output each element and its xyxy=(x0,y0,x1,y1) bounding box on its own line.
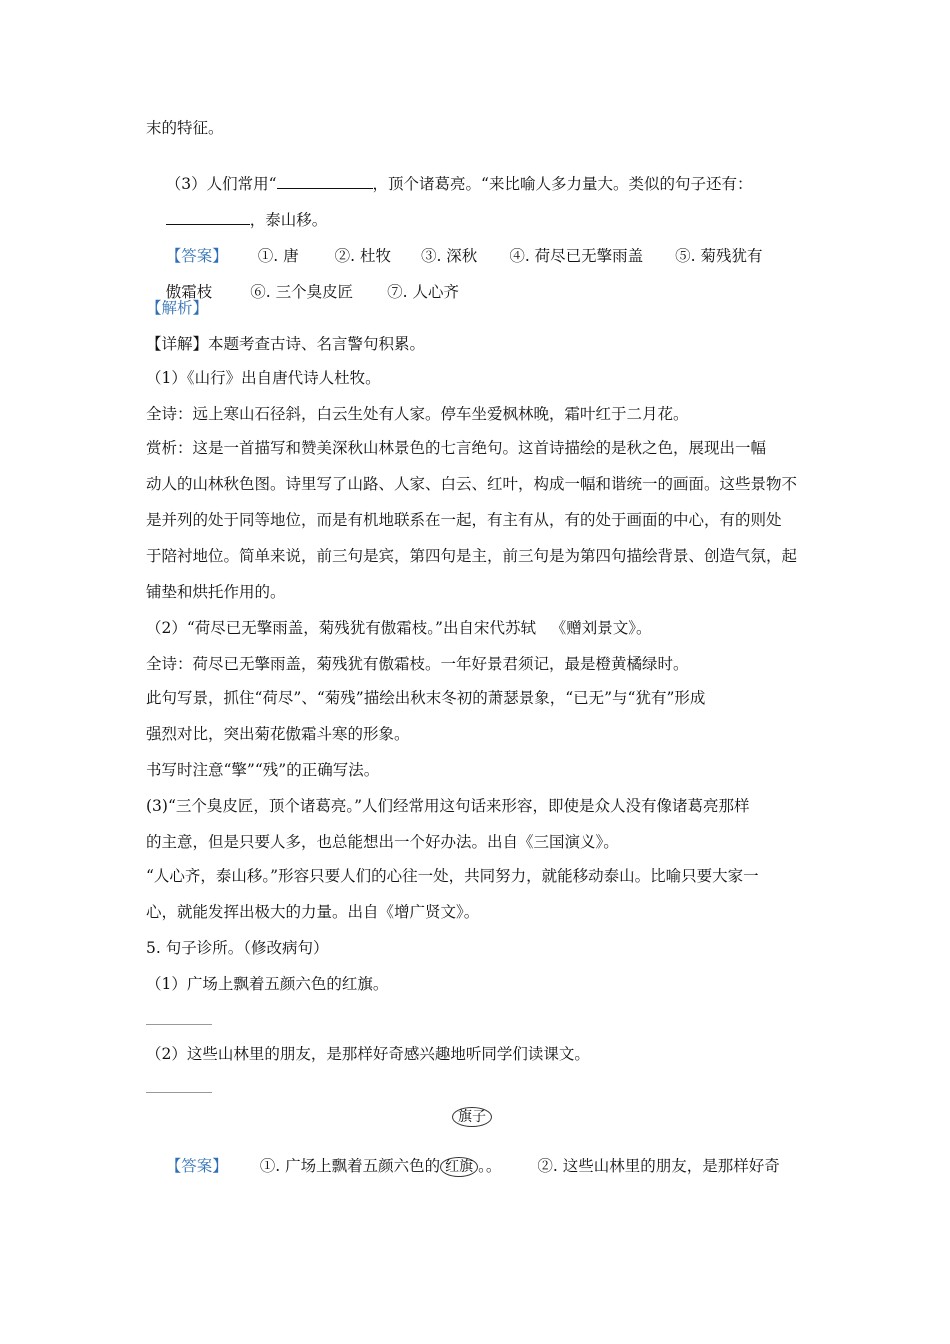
answer-item: ⑥. 三个臭皮匠 xyxy=(250,283,354,301)
answer-item: ⑦. 人心齐 xyxy=(387,283,459,301)
text-line: 赏析：这是一首描写和赞美深秋山林景色的七言绝句。这首诗描绘的是秋之色，展现出一幅 xyxy=(146,439,767,457)
fill-blank-1[interactable] xyxy=(277,174,373,189)
detail-line: 【详解】本题考查古诗、名言警句积累。 xyxy=(146,335,426,353)
question-5-1: （1）广场上飘着五颜六色的红旗。 xyxy=(146,975,389,993)
text-line: 强烈对比，突出菊花傲霜斗寒的形象。 xyxy=(146,725,410,743)
answer-tag: 【答案】 xyxy=(165,1157,228,1175)
text-line: 铺垫和烘托作用的。 xyxy=(146,583,286,601)
text-line: 是并列的处于同等地位，而是有机地联系在一起，有主有从，有的处于画面的中心，有的则处 xyxy=(146,511,782,529)
text-line: （2）“荷尽已无擎雨盖，菊残犹有傲霜枝。”出自宋代苏轼 《赠刘景文》。 xyxy=(146,619,652,637)
text-line: 此句写景，抓住“荷尽”、“菊残”描绘出秋末冬初的萧瑟景象，“已无”与“犹有”形成 xyxy=(146,689,706,707)
text-line: 动人的山林秋色图。诗里写了山路、人家、白云、红叶，构成一幅和谐统一的画面。这些景物不 xyxy=(146,475,798,493)
answer-item: ④. 荷尽已无擎雨盖 xyxy=(509,247,644,265)
correction-mark-top: 旗子 xyxy=(452,1107,492,1127)
answer-item: ③. 深秋 xyxy=(420,247,478,265)
answer-item: ①. 广场上飘着五颜六色的 xyxy=(259,1157,441,1175)
answer-punct: 。。 xyxy=(478,1157,502,1175)
question-3-line-2-text: ，泰山移。 xyxy=(249,211,328,229)
answer-line-3 xyxy=(146,1136,780,1197)
question-5-title: 5. 句子诊所。（修改病句） xyxy=(146,939,329,957)
question-3-suffix: ，顶个诸葛亮。“来比喻人多力量大。类似的句子还有： xyxy=(372,175,753,193)
answer-blank-line-2[interactable] xyxy=(146,1092,212,1093)
analysis-tag: 【解析】 xyxy=(146,299,209,317)
text-line: “人心齐，泰山移。”形容只要人们的心往一处，共同努力，就能移动泰山。比喻只要大家一 xyxy=(146,867,759,885)
question-5-2: （2）这些山林里的朋友，是那样好奇感兴趣地听同学们读课文。 xyxy=(146,1045,590,1063)
text-line: 书写时注意“擎”“残”的正确写法。 xyxy=(146,761,380,779)
text-line: (3)“三个臭皮匠，顶个诸葛亮。”人们经常用这句话来形容，即使是众人没有像诸葛亮那样 xyxy=(146,797,750,815)
answer-item: 傲霜枝 xyxy=(165,283,213,301)
answer-item: ②. 杜牧 xyxy=(334,247,391,265)
question-3-prefix: （3）人们常用“ xyxy=(165,175,277,193)
answer-blank-line-1[interactable] xyxy=(146,1024,212,1025)
correction-mark-circled: 红旗 xyxy=(440,1157,478,1177)
answer-tag: 【答案】 xyxy=(165,247,228,265)
text-line: 于陪衬地位。简单来说，前三句是宾，第四句是主，前三句是为第四句描绘背景、创造气氛，起 xyxy=(146,547,798,565)
text-line: 全诗：远上寒山石径斜，白云生处有人家。停车坐爱枫林晚，霜叶红于二月花。 xyxy=(146,405,689,423)
text-line: 末的特征。 xyxy=(146,119,224,137)
fill-blank-2[interactable] xyxy=(166,210,250,225)
text-line: 心，就能发挥出极大的力量。出自《增广贤文》。 xyxy=(146,903,480,921)
answer-item: ①. 唐 xyxy=(257,247,299,265)
text-line: （1）《山行》出自唐代诗人杜牧。 xyxy=(146,369,381,387)
answer-item: ②. 这些山林里的朋友，是那样好奇 xyxy=(537,1157,780,1175)
text-line: 全诗：荷尽已无擎雨盖，菊残犹有傲霜枝。一年好景君须记，最是橙黄橘绿时。 xyxy=(146,655,689,673)
text-line: 的主意，但是只要人多，也总能想出一个好办法。出自《三国演义》。 xyxy=(146,833,619,851)
answer-item: ⑤. 菊残犹有 xyxy=(675,247,763,265)
